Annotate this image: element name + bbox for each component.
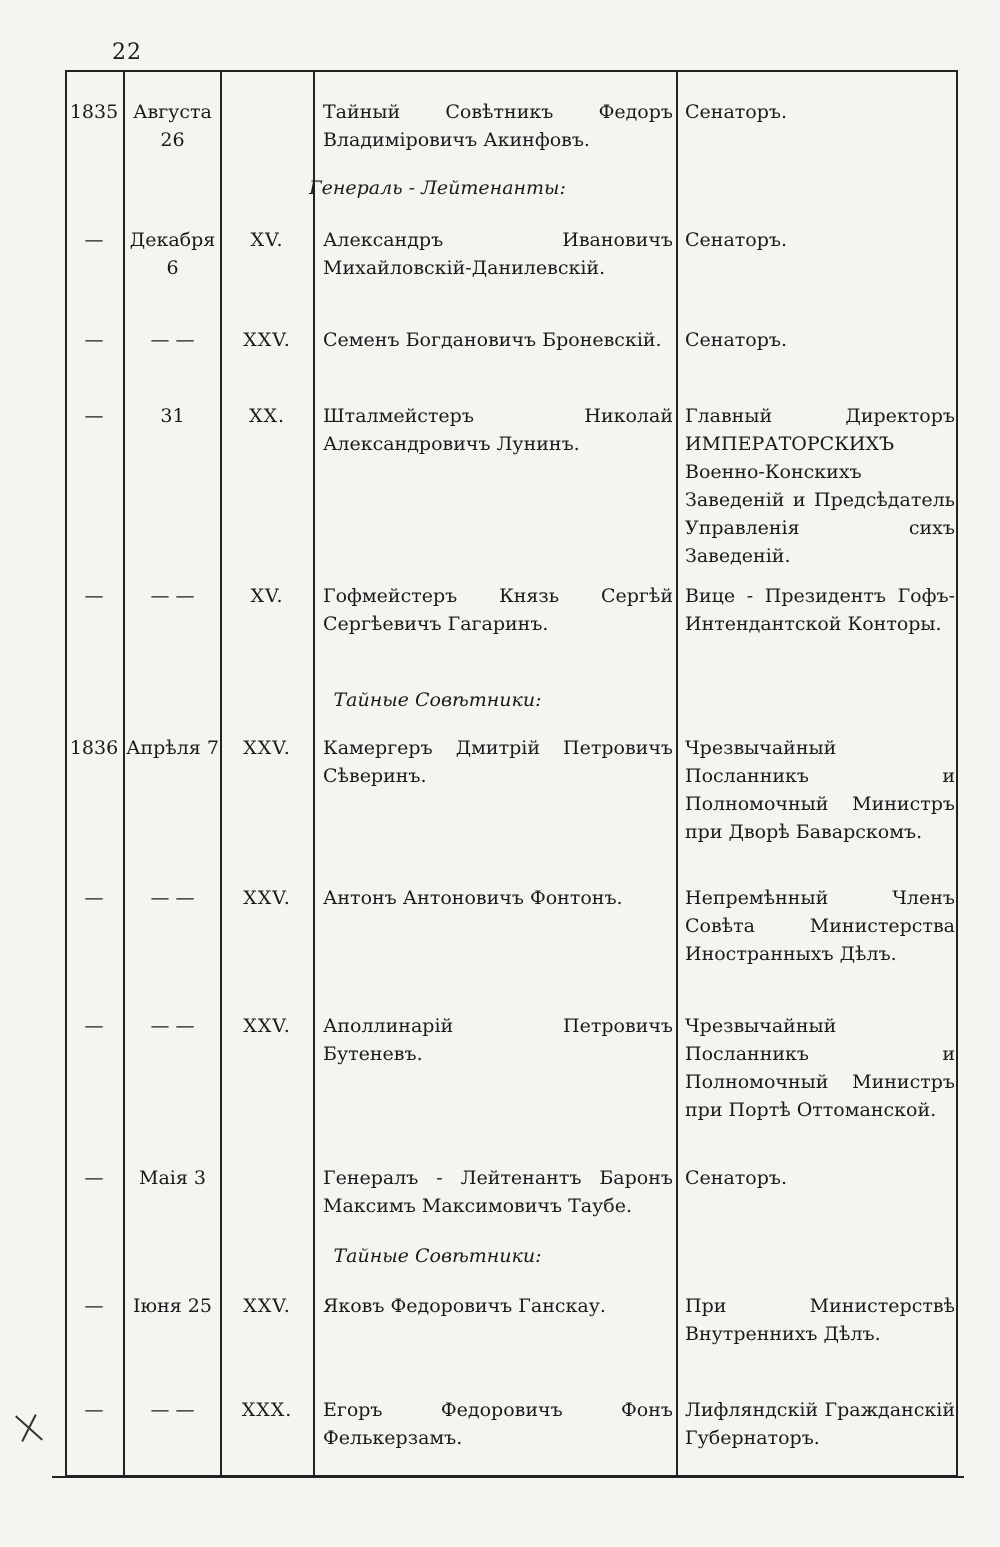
- post-cell: Вице - Президентъ Гофъ-Интендантской Конторы.: [685, 585, 955, 635]
- page-number: 22: [112, 40, 142, 65]
- name-cell: Генералъ - Лейтенантъ Баронъ Максимъ Максимовичъ Таубе.: [323, 1167, 673, 1217]
- post-cell: Сенаторъ.: [685, 229, 788, 251]
- date-cell: Апрѣля 7: [126, 737, 219, 759]
- year-cell: —: [84, 405, 104, 427]
- name-cell: Егоръ Федоровичъ Фонъ Фелькерзамъ.: [323, 1399, 673, 1449]
- date-cell: — —: [150, 329, 195, 351]
- date-cell: Декабря 6: [129, 229, 216, 279]
- post-cell: Главный Директоръ ИМПЕРАТОРСКИХЪ Военно-Конскихъ Заведеній и Предсѣдатель Управленія сихъ Заведеній.: [685, 405, 955, 567]
- post-cell: При Министерствѣ Внутреннихъ Дѣлъ.: [685, 1295, 955, 1345]
- section-heading: Тайные Совѣтники:: [333, 689, 542, 711]
- date-cell: 31: [160, 405, 185, 427]
- post-cell: Сенаторъ.: [685, 101, 788, 123]
- year-cell: —: [84, 329, 104, 351]
- name-cell: Гофмейстеръ Князь Сергѣй Сергѣевичъ Гагаринъ.: [323, 585, 673, 635]
- date-cell: Августа 26: [133, 101, 212, 151]
- post-cell: Чрезвычайный Посланникъ и Полномочный Министръ при Портѣ Оттоманской.: [685, 1015, 955, 1121]
- class-cell: XXV.: [243, 737, 291, 759]
- column-divider-name: [676, 70, 678, 1477]
- year-cell: 1836: [69, 737, 119, 759]
- table-bottom-rule: [52, 1476, 964, 1478]
- class-cell: XX.: [248, 405, 286, 427]
- date-cell: Маія 3: [139, 1167, 206, 1189]
- post-cell: Непремѣнный Членъ Совѣта Министерства Иностранныхъ Дѣлъ.: [685, 887, 955, 965]
- class-cell: XV.: [250, 585, 284, 607]
- class-cell: XXV.: [243, 1015, 291, 1037]
- date-cell: — —: [150, 1015, 195, 1037]
- year-cell: —: [84, 1015, 104, 1037]
- section-heading: Генераль - Лейтенанты:: [309, 177, 566, 199]
- post-cell: Сенаторъ.: [685, 1167, 788, 1189]
- section-heading: Тайные Совѣтники:: [333, 1245, 542, 1267]
- date-cell: — —: [150, 585, 195, 607]
- name-cell: Александръ Ивановичъ Михайловскій-Данилевскій.: [323, 229, 673, 279]
- post-cell: Сенаторъ.: [685, 329, 788, 351]
- year-cell: 1835: [69, 101, 119, 123]
- date-cell: — —: [150, 1399, 195, 1421]
- date-cell: Іюня 25: [133, 1295, 212, 1317]
- date-cell: — —: [150, 887, 195, 909]
- class-cell: XXV.: [243, 1295, 291, 1317]
- name-cell: Тайный Совѣтникъ Федоръ Владиміровичъ Акинфовъ.: [323, 101, 673, 151]
- year-cell: —: [84, 1399, 104, 1421]
- name-cell: Аполлинарій Петровичъ Бутеневъ.: [323, 1015, 673, 1065]
- name-cell: Антонъ Антоновичъ Фонтонъ.: [323, 887, 623, 909]
- name-cell: Камергеръ Дмитрій Петровичъ Сѣверинъ.: [323, 737, 673, 787]
- year-cell: —: [84, 887, 104, 909]
- name-cell: Яковъ Федоровичъ Ганскау.: [323, 1295, 606, 1317]
- pencil-cross-mark-icon: [11, 1406, 47, 1451]
- post-cell: Чрезвычайный Посланникъ и Полномочный Министръ при Дворѣ Баварскомъ.: [685, 737, 955, 843]
- year-cell: —: [84, 585, 104, 607]
- name-cell: Семенъ Богдановичъ Броневскій.: [323, 329, 662, 351]
- class-cell: XXV.: [243, 329, 291, 351]
- column-divider-date: [220, 70, 222, 1477]
- year-cell: —: [84, 1167, 104, 1189]
- name-cell: Шталмейстеръ Николай Александровичъ Лунинъ.: [323, 405, 673, 455]
- post-cell: Лифляндскій Гражданскій Губернаторъ.: [685, 1399, 955, 1449]
- class-cell: XV.: [250, 229, 284, 251]
- year-cell: —: [84, 229, 104, 251]
- class-cell: XXX.: [241, 1399, 293, 1421]
- class-cell: XXV.: [243, 887, 291, 909]
- year-cell: —: [84, 1295, 104, 1317]
